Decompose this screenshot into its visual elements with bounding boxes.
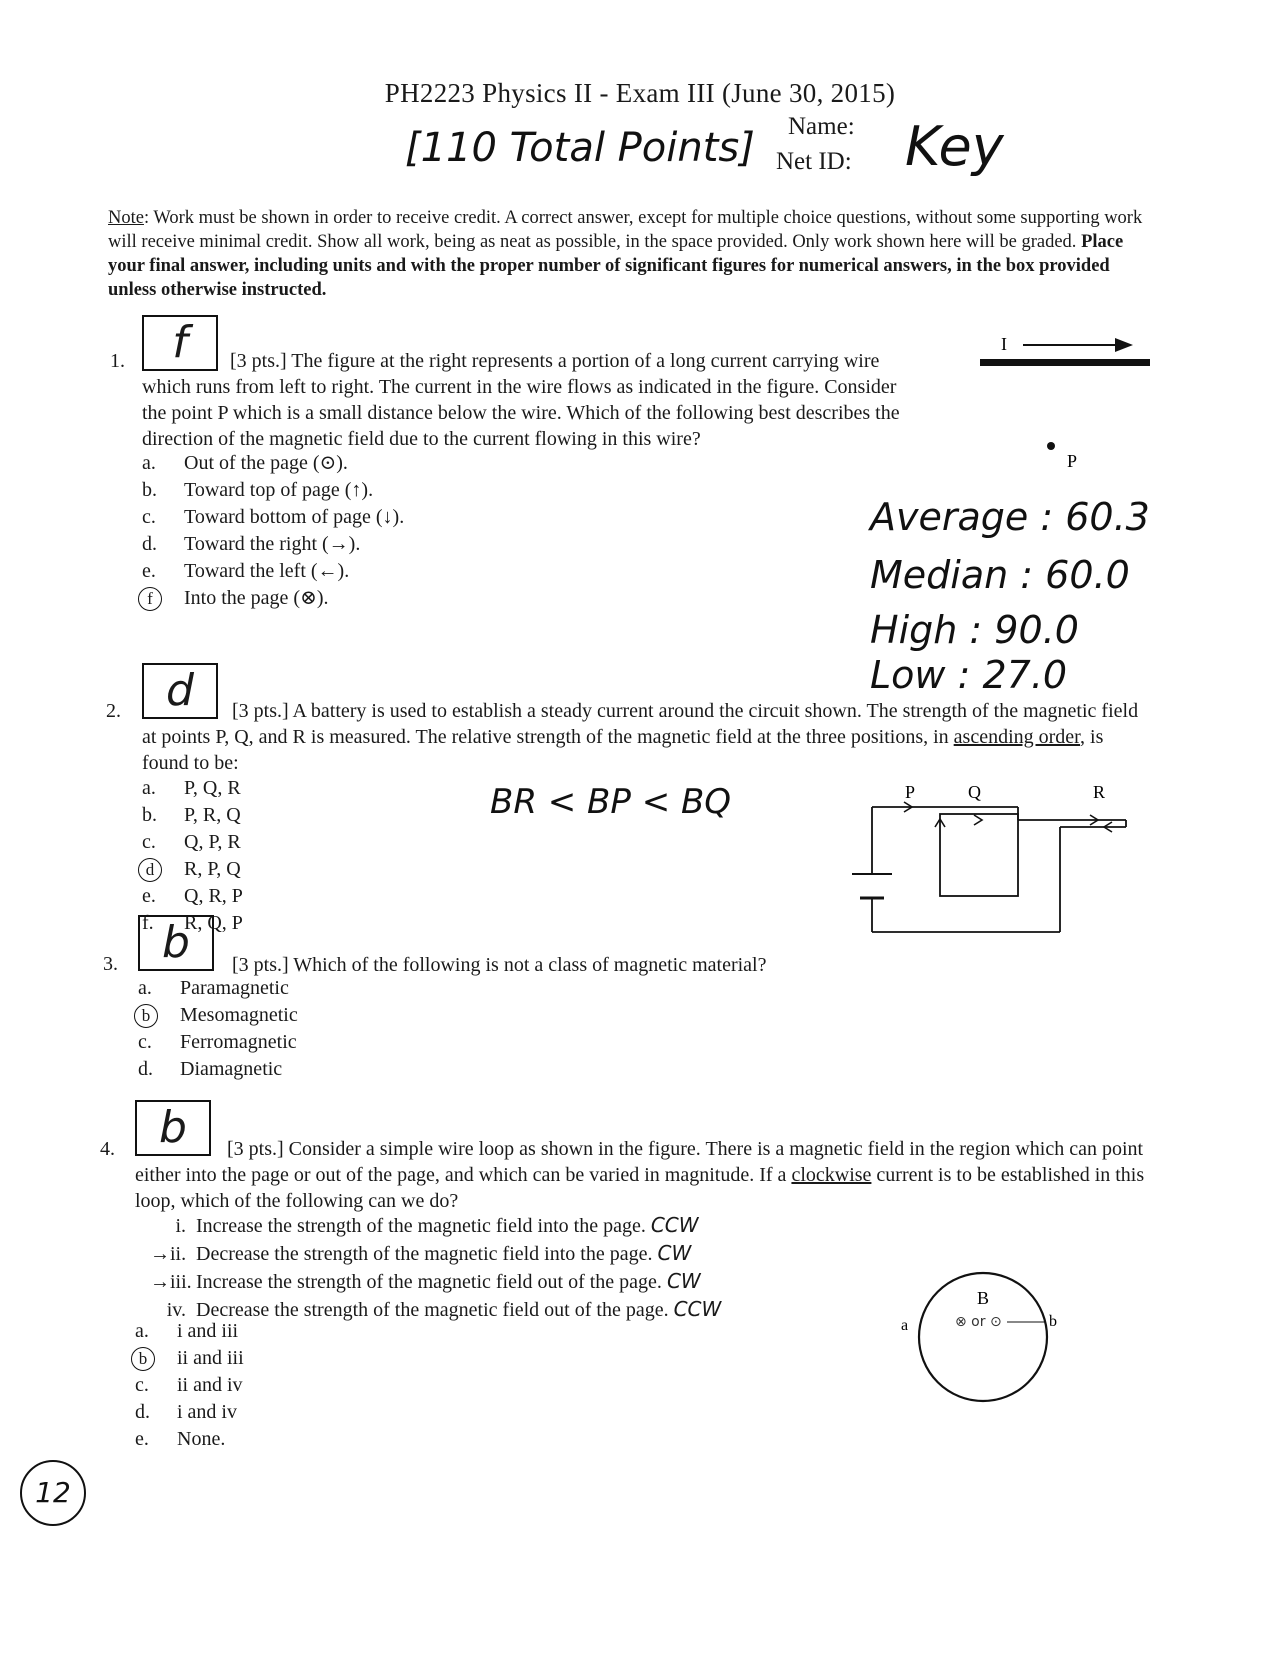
q4-arrow-iii: → [150, 1271, 170, 1293]
q4-statements [150, 1212, 721, 1324]
exam-title: PH2223 Physics II - Exam III (June 30, 2015) [384, 78, 896, 108]
q4-statement-iv: iv. Decrease the strength of the magnetic field out of the page. CCW [166, 1297, 722, 1321]
q4-option-a: a. i and iii [135, 1320, 239, 1342]
stat-average: Average : 60.3 [870, 495, 1150, 539]
q3-option-c: c. Ferromagnetic [138, 1031, 297, 1053]
q4-statement-iii: →iii. Increase the strength of the magnetic field out of the page. CW [150, 1269, 701, 1293]
q1-wire [980, 359, 1150, 366]
q4-field-label: B [977, 1288, 990, 1308]
q2-option-b: b. P, R, Q [142, 804, 241, 826]
q3-selected-circle: b [134, 1004, 158, 1028]
stat-high: High : 90.0 [870, 608, 1079, 652]
q1-answer: f [172, 317, 188, 368]
q4-text: [3 pts.] Consider a simple wire loop as shown in the figure. There is a magnetic field in the region which can point either into the page or out of the page, and which can be varied in magnitude. If a clockwise current is to be established in this loop, which of the following can we do? [135, 1138, 1145, 1212]
q1-wire-figure [975, 335, 1155, 485]
q2-answer: d [166, 665, 194, 716]
q4-note-ii: CW [657, 1241, 692, 1265]
q1-number: 1. [110, 350, 125, 372]
name-value: Key [905, 115, 1004, 178]
total-points: [110 Total Points] [405, 125, 755, 171]
q2-circuit-figure [850, 782, 1140, 942]
q3-option-a: a. Paramagnetic [138, 977, 289, 999]
q2-label-p: P [905, 782, 916, 802]
note-bold: Place your final answer, including units and with the proper number of significant figures for numerical answers, in the box provided unless otherwise instructed. [108, 232, 1124, 300]
q3-text: [3 pts.] Which of the following is not a class of magnetic material? [232, 954, 767, 976]
q2-option-f: f. R, Q, P [142, 912, 243, 934]
q4-option-e: e. None. [135, 1428, 226, 1450]
q2-label-q: Q [968, 782, 981, 802]
q2-options [142, 775, 243, 937]
q2-number: 2. [106, 700, 121, 722]
stat-low: Low : 27.0 [870, 653, 1068, 697]
q4-option-b: b ii and iii [135, 1345, 244, 1372]
q4-field-direction: ⊗ or ⊙ [955, 1314, 1002, 1330]
q4-number: 4. [100, 1138, 115, 1160]
q1-text: [3 pts.] The figure at the right represents a portion of a long current carrying wire which runs from left to right. The current in the wire flows as indicated in the figure. Consider the point P which is a small distance below the wire. Which of the following best describes the direction of the magnetic field due to the current flowing in this wire? [142, 350, 900, 450]
q4-terminal-b: b [1049, 1313, 1057, 1330]
q4-loop-figure [895, 1262, 1075, 1412]
q4-note-i: CCW [650, 1213, 699, 1237]
q4-note-iv: CCW [673, 1297, 722, 1321]
instructions-note [108, 206, 1158, 302]
stat-median: Median : 60.0 [870, 553, 1130, 597]
q4-answer: b [159, 1102, 187, 1153]
q3-option-b: b Mesomagnetic [138, 1002, 298, 1029]
q4-option-d: d. i and iv [135, 1401, 237, 1423]
q2-option-e: e. Q, R, P [142, 885, 243, 907]
q2-label-r: R [1093, 782, 1106, 802]
q1-point-p [1047, 442, 1055, 450]
q3-answer: b [162, 917, 190, 968]
q2-option-d: d R, P, Q [142, 856, 243, 883]
q4-statement-i: i. Increase the strength of the magnetic field into the page. CCW [175, 1213, 699, 1237]
q1-point-label: P [1067, 451, 1078, 471]
netid-label: Net ID: [776, 148, 852, 175]
q4-options [135, 1318, 244, 1453]
q4-note-iii: CW [666, 1269, 701, 1293]
q2-circuit-wires [872, 807, 1126, 932]
q2-battery [852, 874, 892, 898]
q1-current-label: I [1001, 335, 1007, 354]
q1-option-b: b. Toward top of page (↑). [142, 479, 374, 501]
q4-terminal-a: a [901, 1317, 909, 1334]
q1-option-e: e. Toward the left (←). [142, 560, 350, 582]
q4-option-c: c. ii and iv [135, 1374, 243, 1396]
note-text: : Work must be shown in order to receive credit. A correct answer, except for multiple choice questions, without some supporting work will receive minimal credit. Show all work, being as neat as possible, in the space provided. Only work shown here will be graded. [108, 208, 1143, 252]
page-score: 12 [35, 1476, 71, 1509]
q2-selected-circle: d [138, 858, 162, 882]
q1-option-d: d. Toward the right (→). [142, 533, 361, 555]
q4-arrow-ii: → [150, 1243, 170, 1265]
q1-current-arrow-head [1115, 338, 1133, 352]
q2-handwritten-answer: BR < BP < BQ [490, 782, 732, 822]
q3-number: 3. [103, 953, 118, 975]
q1-options [142, 450, 404, 612]
page-score-circle [20, 1460, 86, 1526]
q2-option-a: a. P, Q, R [142, 777, 241, 799]
q3-option-d: d. Diamagnetic [138, 1058, 283, 1080]
q3-options [138, 975, 298, 1083]
q1-selected-circle: f [138, 587, 162, 611]
q1-option-c: c. Toward bottom of page (↓). [142, 506, 405, 528]
q4-selected-circle: b [131, 1347, 155, 1371]
q1-option-f: f Into the page (⊗). [142, 585, 404, 612]
q2-option-c: c. Q, P, R [142, 831, 241, 853]
q4-statement-ii: →ii. Decrease the strength of the magnetic field into the page. CW [150, 1241, 692, 1265]
name-label: Name: [788, 113, 855, 140]
q2-text: [3 pts.] A battery is used to establish a steady current around the circuit shown. The strength of the magnetic field at points P, Q, and R is measured. The relative strength of the magnetic field at the three positions, in ascending order, is found to be: [142, 700, 1139, 774]
q3-answer-box [138, 915, 214, 971]
note-label: Note [108, 208, 144, 228]
q1-option-a: a. Out of the page (⊙). [142, 452, 348, 474]
